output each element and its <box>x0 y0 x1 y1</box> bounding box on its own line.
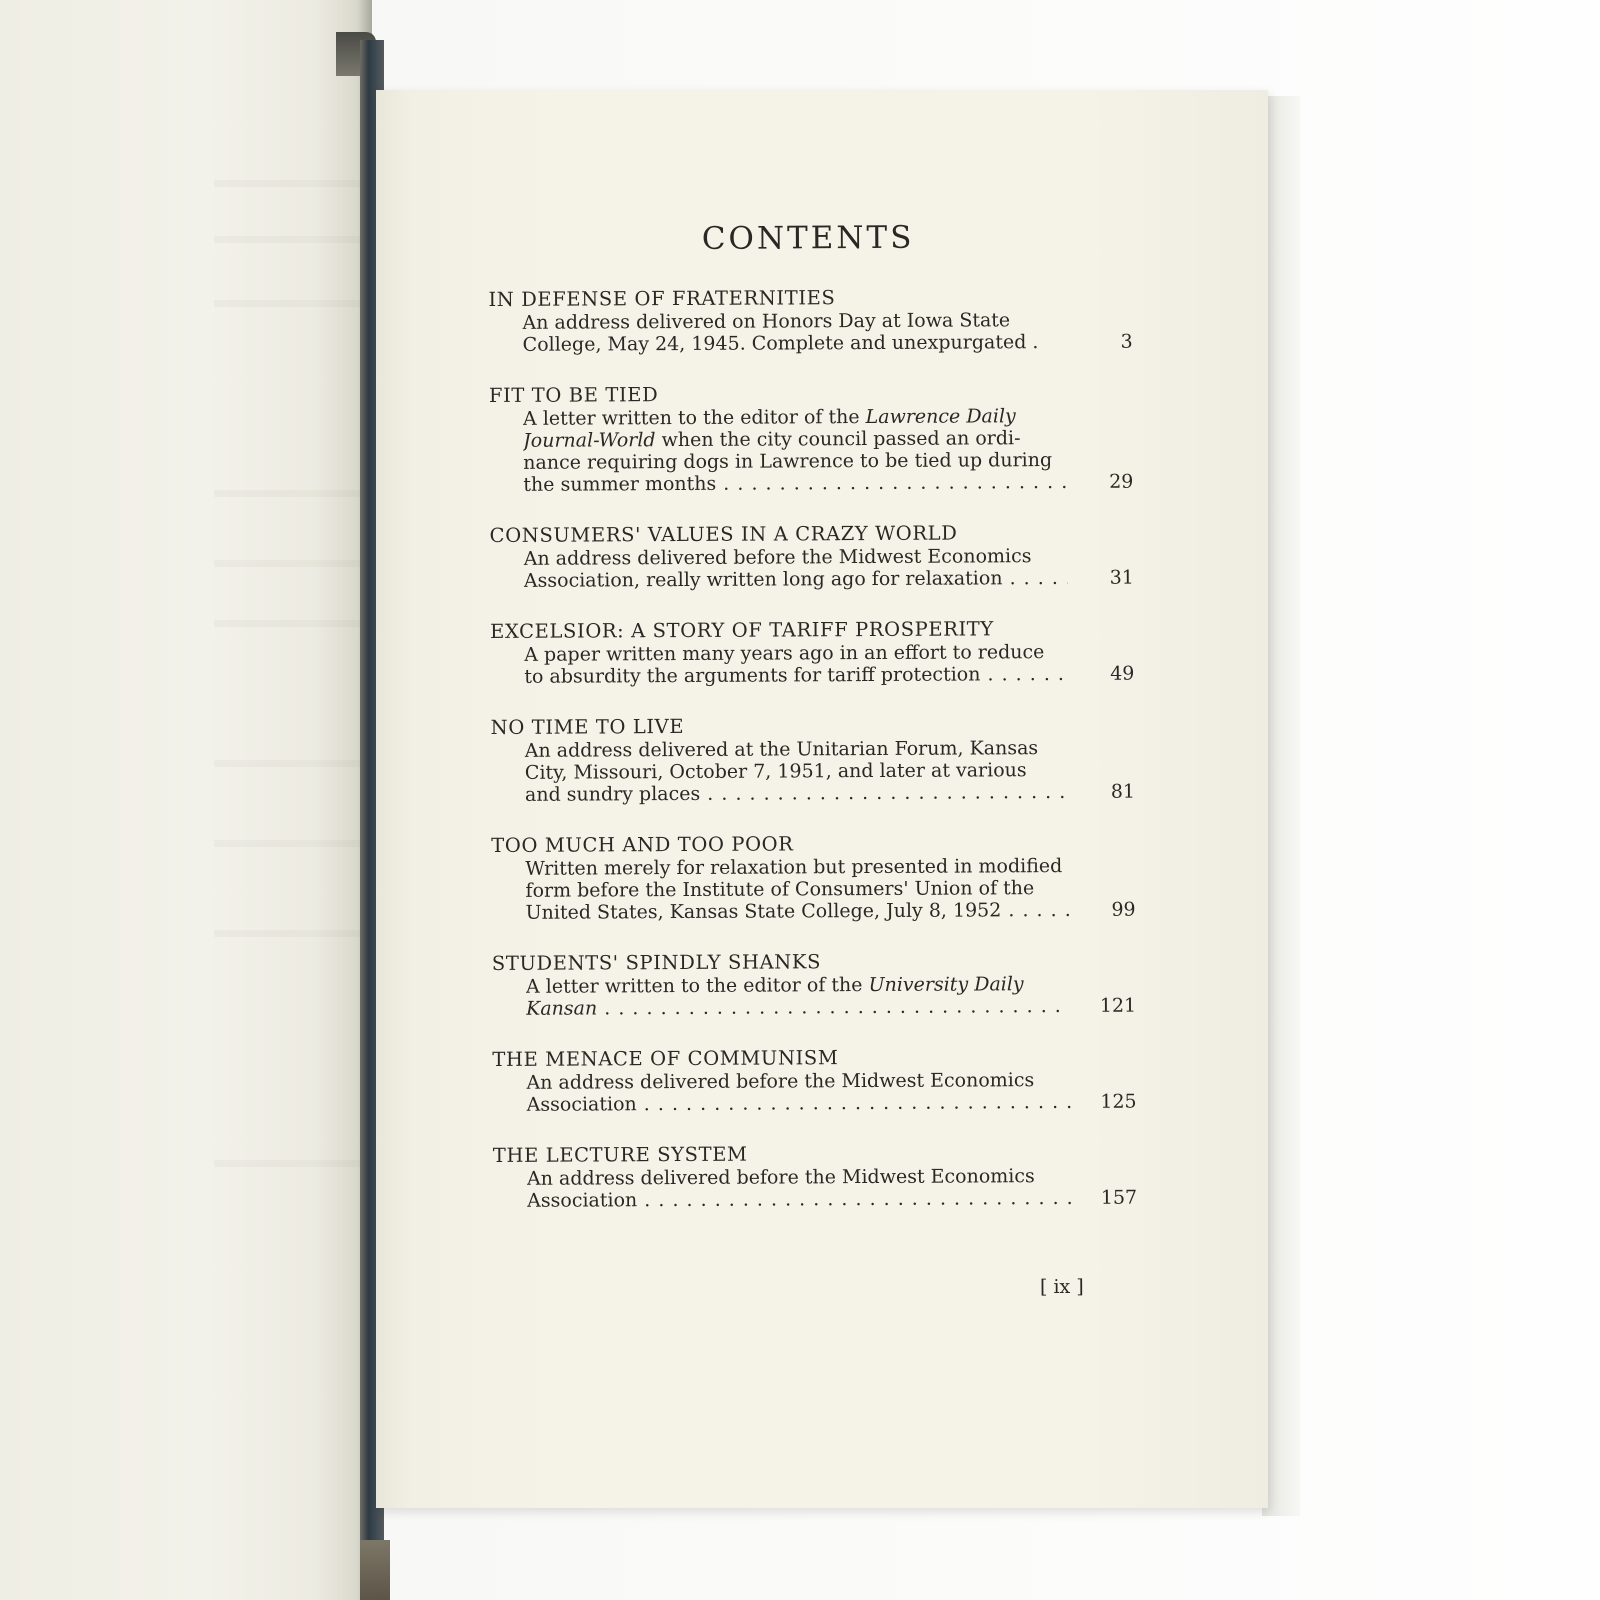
toc-entry-title: THE LECTURE SYSTEM <box>492 1142 748 1167</box>
toc-entry-title: IN DEFENSE OF FRATERNITIES <box>488 286 836 311</box>
description-line: Association . . . <box>527 1187 1071 1212</box>
toc-entry-title: FIT TO BE TIED <box>488 383 659 407</box>
contents-block <box>488 219 1153 1240</box>
toc-page-number: 81 <box>1110 780 1136 803</box>
toc-page-number: 29 <box>1109 470 1134 493</box>
show-through-text <box>214 840 364 847</box>
description-line: form before the Institute of Consumers' Union of the <box>525 877 1035 902</box>
page-folio: [ ix ] <box>1039 1275 1084 1299</box>
description-line: Association, really written long ago for relaxation . . . <box>524 567 1068 592</box>
toc-entry <box>488 285 1148 356</box>
toc-entry <box>492 949 1152 1020</box>
toc-entry-description <box>527 1165 1071 1212</box>
toc-page-number: 99 <box>1111 898 1136 921</box>
description-line: A letter written to the editor of the Lawrence Daily <box>522 405 1016 430</box>
show-through-text <box>214 236 364 243</box>
description-line: nance requiring dogs in Lawrence to be tied up during <box>523 449 1053 474</box>
toc-entry-description <box>525 855 1069 924</box>
toc-entry <box>491 713 1151 806</box>
left-facing-page <box>0 0 372 1600</box>
toc-entry <box>492 1045 1152 1116</box>
contents-heading: CONTENTS <box>701 219 915 257</box>
toc-entry-title: NO TIME TO LIVE <box>490 714 685 739</box>
description-line: the summer months . . . <box>523 471 1067 496</box>
description-line: United States, Kansas State College, July 8, 1952 . . . <box>526 899 1070 924</box>
description-line: and sundry places . . . <box>525 781 1069 806</box>
toc-entry-description <box>524 641 1068 688</box>
description-line: An address delivered before the Midwest Economics <box>523 545 1032 570</box>
toc-entry <box>493 1141 1153 1212</box>
toc-entry-title: EXCELSIOR: A STORY OF TARIFF PROSPERITY <box>490 617 994 643</box>
toc-entry-title: THE MENACE OF COMMUNISM <box>492 1046 839 1071</box>
toc-entry-description <box>523 405 1067 496</box>
description-line: A paper written many years ago in an effort to reduce <box>524 641 1045 666</box>
show-through-text <box>214 490 364 497</box>
show-through-text <box>214 300 364 307</box>
show-through-text <box>214 620 364 627</box>
show-through-text <box>214 560 364 567</box>
description-line: An address delivered on Honors Day at Iowa State <box>522 309 1011 334</box>
toc-entry-title: STUDENTS' SPINDLY SHANKS <box>491 950 822 975</box>
toc-entry <box>490 521 1150 592</box>
toc-page-number: 125 <box>1100 1090 1137 1113</box>
toc-entry <box>491 831 1151 924</box>
description-line: to absurdity the arguments for tariff protection . . . <box>524 663 1068 688</box>
show-through-text <box>214 760 364 767</box>
toc-entry-description <box>524 545 1068 592</box>
description-line: City, Missouri, October 7, 1951, and later at various <box>524 759 1027 784</box>
description-line: Written merely for relaxation but presented in modified <box>525 855 1063 880</box>
description-line: A letter written to the editor of the University Daily <box>525 973 1024 998</box>
show-through-text <box>214 1160 364 1167</box>
description-line: Journal-World when the city council passed an ordi- <box>523 427 1021 452</box>
toc-entry-title: CONSUMERS' VALUES IN A CRAZY WORLD <box>489 521 958 547</box>
description-line: An address delivered before the Midwest Economics <box>526 1165 1035 1190</box>
toc-entry <box>489 381 1150 496</box>
toc-entry-description <box>526 1069 1070 1116</box>
show-through-text <box>214 180 364 187</box>
toc-entry-description <box>525 737 1069 806</box>
toc-entry <box>490 617 1150 688</box>
toc-page-number: 31 <box>1109 566 1134 589</box>
spine-tail <box>360 1540 390 1600</box>
toc-entry-title: TOO MUCH AND TOO POOR <box>491 832 794 857</box>
toc-entry-description <box>526 973 1070 1020</box>
description-line: An address delivered before the Midwest Economics <box>526 1069 1035 1094</box>
description-line: Association . . . <box>527 1091 1071 1116</box>
toc-entry-description <box>522 309 1066 356</box>
toc-page-number: 121 <box>1099 994 1137 1017</box>
description-line: Kansan . . . <box>526 995 1070 1020</box>
toc-page-number: 3 <box>1120 330 1133 353</box>
show-through-text <box>214 930 364 937</box>
toc-page-number: 157 <box>1100 1186 1138 1209</box>
toc-page-number: 49 <box>1110 662 1135 685</box>
description-line: College, May 24, 1945. Complete and unexpurgated . <box>522 331 1039 356</box>
description-line: An address delivered at the Unitarian Forum, Kansas <box>524 737 1039 762</box>
